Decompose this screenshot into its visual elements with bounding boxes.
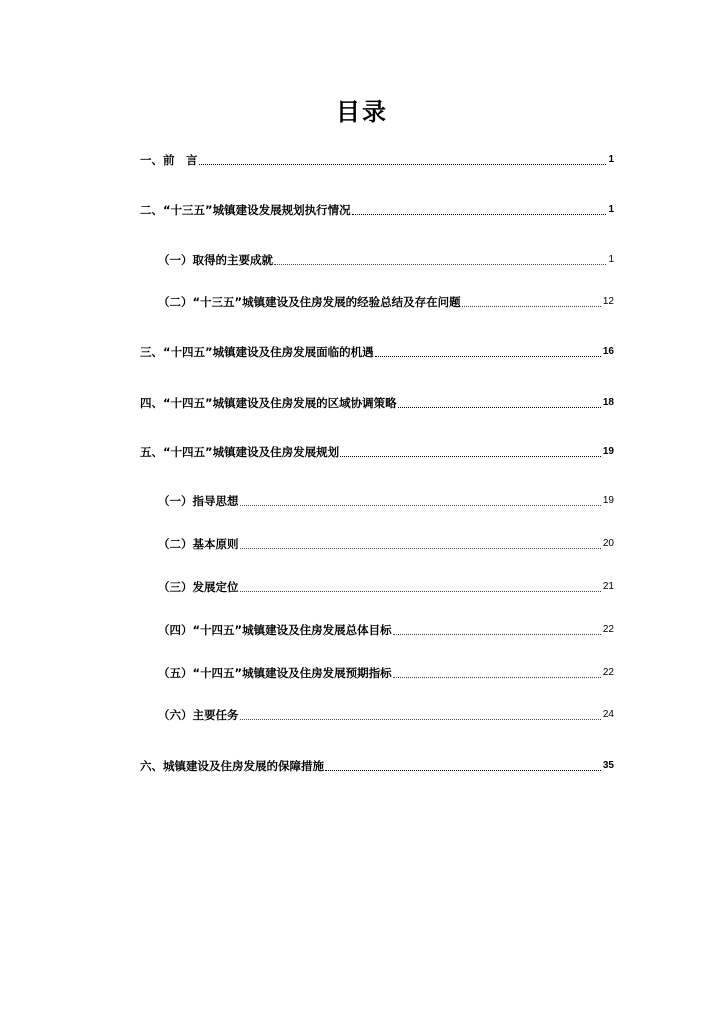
toc-entry-section-6[interactable]: [140, 757, 614, 775]
toc-entry-section-5-5[interactable]: [158, 664, 614, 682]
toc-page-number: 12: [602, 296, 614, 307]
toc-entry-label: （五）“十四五”城镇建设及住房发展预期指标: [158, 666, 392, 680]
toc-leader-dots: [325, 770, 601, 771]
toc-entry-label: 四、“十四五”城镇建设及住房发展的区域协调策略: [140, 396, 397, 410]
toc-entry-label: （二）“十三五”城镇建设及住房发展的经验总结及存在问题: [158, 295, 461, 309]
toc-entry-section-3[interactable]: [140, 343, 614, 361]
toc-entry-section-5-1[interactable]: [158, 492, 614, 510]
toc-leader-dots: [375, 356, 601, 357]
toc-entry-label: （三）发展定位: [158, 580, 239, 594]
toc-entry-label: （六）主要任务: [158, 708, 239, 722]
toc-leader-dots: [398, 407, 601, 408]
toc-entry-label: （一）指导思想: [158, 494, 239, 508]
toc-page-number: 21: [602, 581, 614, 592]
toc-entry-label: 三、“十四五”城镇建设及住房发展面临的机遇: [140, 345, 374, 359]
toc-entry-section-5-6[interactable]: [158, 706, 614, 724]
toc-entry-section-5-4[interactable]: [158, 621, 614, 639]
toc-page-number: 22: [602, 667, 614, 678]
toc-entry-section-5[interactable]: [140, 443, 614, 461]
toc-page-number: 1: [608, 254, 614, 265]
toc-page-number: 16: [602, 346, 614, 357]
toc-entry-preface[interactable]: [140, 151, 614, 169]
toc-leader-dots: [393, 677, 601, 678]
toc-leader-dots: [240, 548, 601, 549]
toc-entry-label: （二）基本原则: [158, 537, 239, 551]
toc-leader-dots: [240, 505, 601, 506]
toc-page-number: 19: [602, 446, 614, 457]
toc-leader-dots: [240, 719, 601, 720]
toc-leader-dots: [393, 634, 601, 635]
toc-page-number: 18: [602, 397, 614, 408]
toc-leader-dots: [240, 591, 601, 592]
toc-entry-label: 二、“十三五”城镇建设发展规划执行情况: [140, 203, 351, 217]
toc-leader-dots: [352, 214, 607, 215]
toc-page-number: 20: [602, 538, 614, 549]
toc-entry-label: （四）“十四五”城镇建设及住房发展总体目标: [158, 623, 392, 637]
toc-entry-section-5-3[interactable]: [158, 578, 614, 596]
toc-page-number: 1: [608, 204, 614, 215]
toc-entry-label: 五、“十四五”城镇建设及住房发展规划: [140, 445, 340, 459]
toc-entry-section-2[interactable]: [140, 201, 614, 219]
toc-leader-dots: [462, 306, 601, 307]
toc-entry-label: （一）取得的主要成就: [158, 253, 273, 267]
toc-entry-section-2-2[interactable]: [158, 293, 614, 311]
toc-page-number: 24: [602, 709, 614, 720]
toc-title: 目录: [336, 98, 388, 126]
toc-page-number: 19: [602, 495, 614, 506]
toc-page-number: 35: [602, 760, 614, 771]
toc-entry-label: 六、城镇建设及住房发展的保障措施: [140, 759, 324, 773]
toc-entry-label: 一、前 言: [140, 153, 198, 167]
toc-leader-dots: [274, 264, 606, 265]
toc-entry-section-2-1[interactable]: [158, 251, 614, 269]
toc-leader-dots: [340, 456, 601, 457]
toc-entry-section-4[interactable]: [140, 394, 614, 412]
toc-leader-dots: [199, 164, 607, 165]
toc-page-number: 1: [608, 154, 614, 165]
toc-page-number: 22: [602, 624, 614, 635]
toc-entry-section-5-2[interactable]: [158, 535, 614, 553]
